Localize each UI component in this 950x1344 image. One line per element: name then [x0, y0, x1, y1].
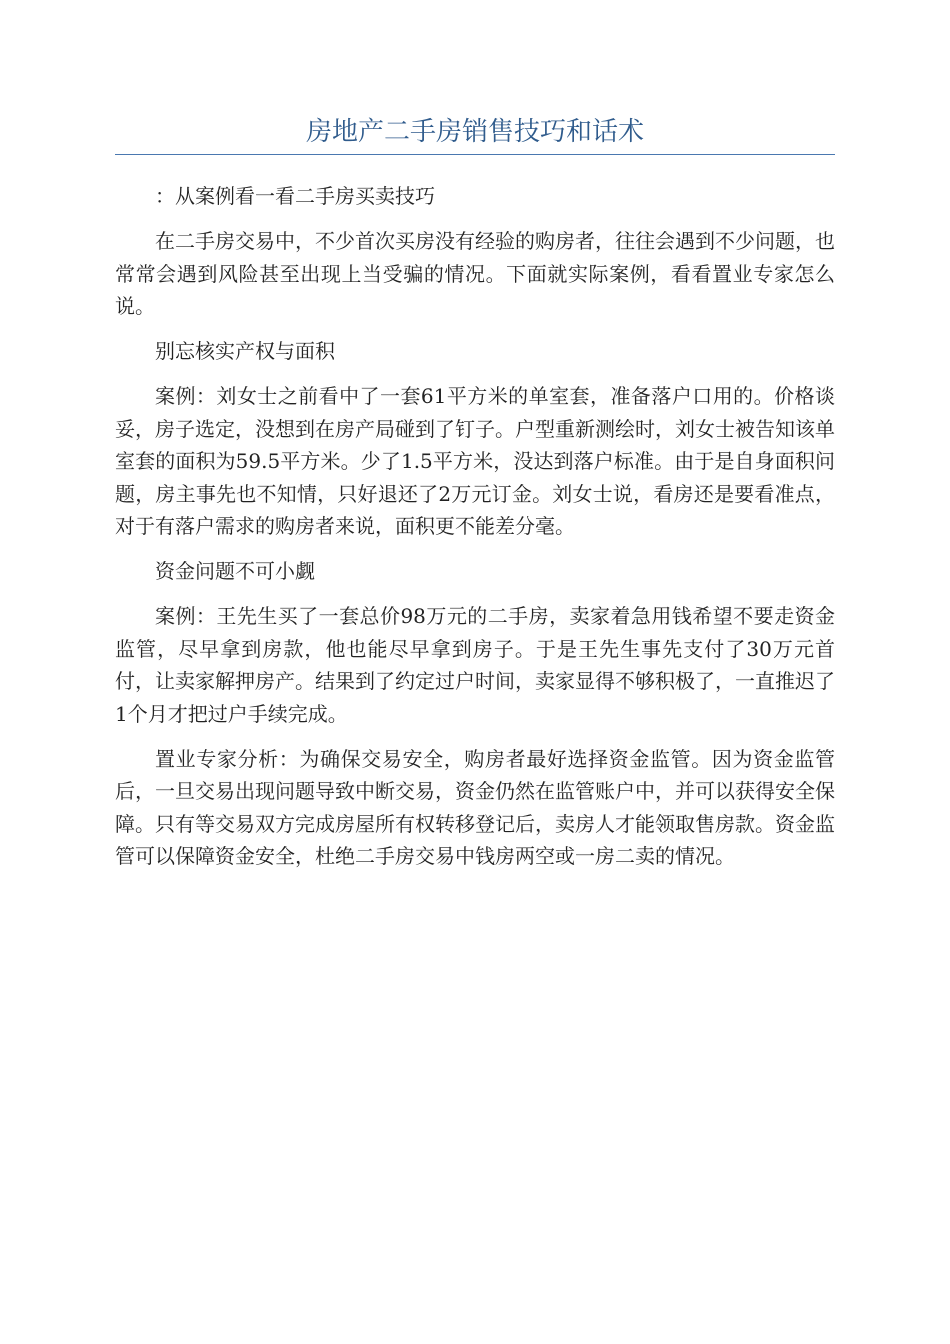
intro-paragraph: 在二手房交易中，不少首次买房没有经验的购房者，往往会遇到不少问题，也常常会遇到风险甚至出现上当受骗的情况。下面就实际案例，看看置业专家怎么说。: [115, 229, 835, 318]
case-paragraph-liu: 案例：刘女士之前看中了一套61平方米的单室套，准备落户口用的。价格谈妥，房子选定，没想到在房产局碰到了钉子。户型重新测绘时，刘女士被告知该单室套的面积为59.5平方米。少了1.5平方米，没达到落户标准。由于是自身面积问题，房主事先也不知情，只好退还了2万元订金。刘女士说，看房还是要看准点，对于有落户需求的购房者来说，面积更不能差分毫。: [115, 384, 835, 538]
expert-analysis-paragraph: 置业专家分析：为确保交易安全，购房者最好选择资金监管。因为资金监管后，一旦交易出现问题导致中断交易，资金仍然在监管账户中，并可以获得安全保障。只有等交易双方完成房屋所有权转移登记后，卖房人才能领取售房款。资金监管可以保障资金安全，杜绝二手房交易中钱房两空或一房二卖的情况。: [115, 746, 835, 868]
title-underline: [115, 154, 835, 155]
section-heading-property-area: 别忘核实产权与面积: [155, 339, 335, 363]
intro-heading: ：从案例看一看二手房买卖技巧: [155, 184, 435, 208]
document-title: 房地产二手房销售技巧和话术: [305, 117, 644, 147]
case-paragraph-wang: 案例：王先生买了一套总价98万元的二手房，卖家着急用钱希望不要走资金监管，尽早拿到房款，他也能尽早拿到房子。于是王先生事先支付了30万元首付，让卖家解押房产。结果到了约定过户时间，卖家显得不够积极了，一直推迟了1个月才把过户手续完成。: [115, 604, 835, 726]
document-body: [115, 180, 835, 885]
section-heading-funds: 资金问题不可小觑: [155, 559, 315, 583]
